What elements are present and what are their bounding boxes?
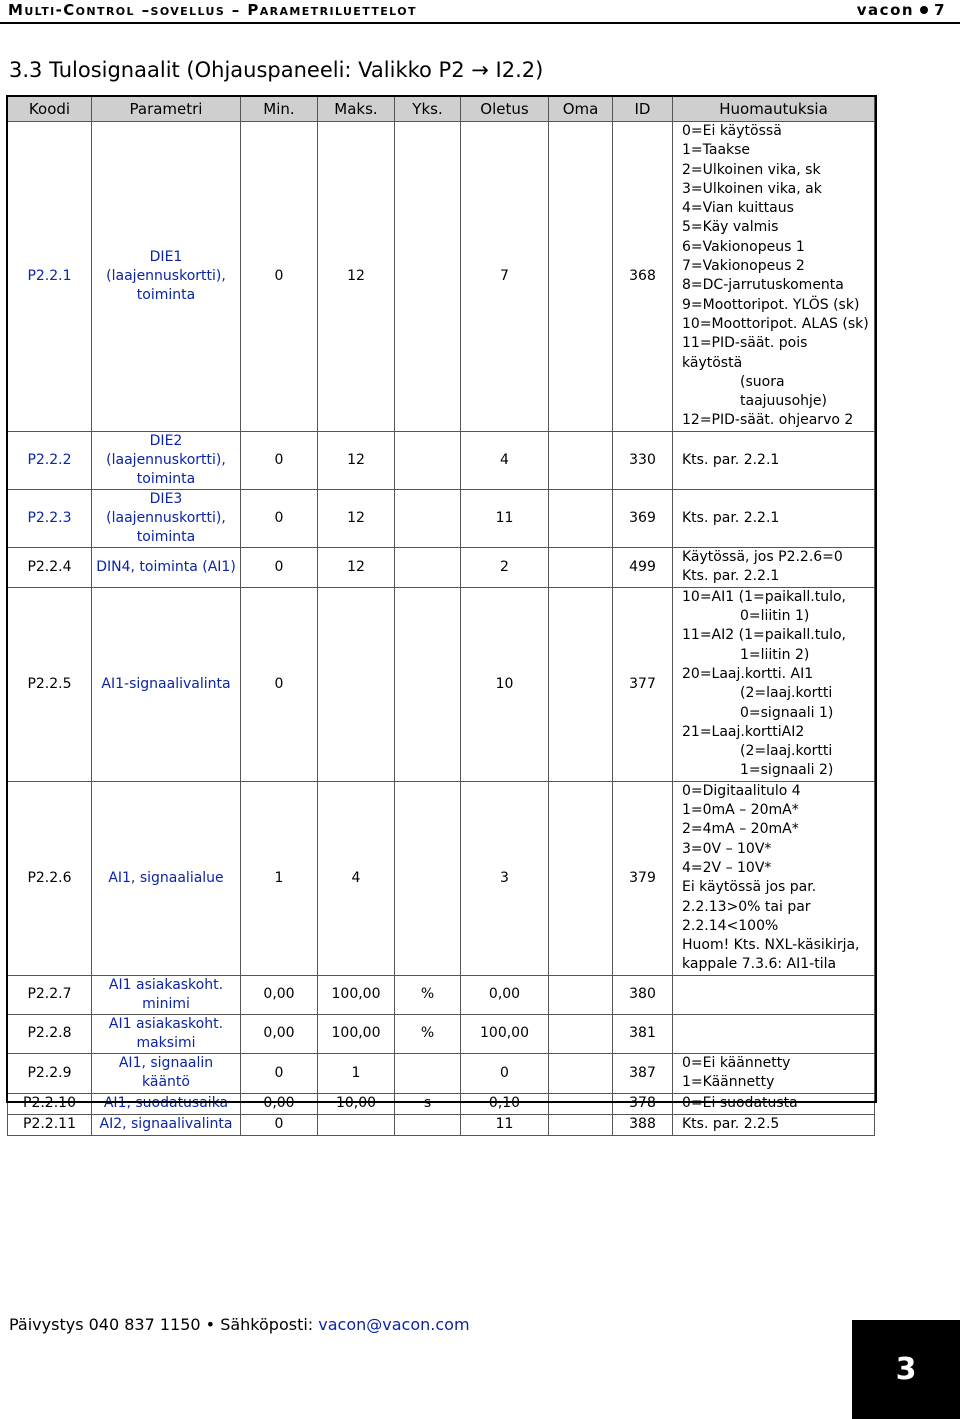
footer-email-link[interactable]: vacon@vacon.com [318,1315,470,1334]
cell-id: 369 [613,489,673,547]
parameter-line: AI1 asiakaskoht. [108,1015,224,1032]
brand-logo: vacon [856,1,915,19]
parameter-line: DIE2 [149,432,183,449]
note-line: 11=PID-säät. pois käytöstä [682,335,808,371]
cell-unit: % [395,975,461,1014]
note-line: 3=Ulkoinen vika, ak [682,180,822,197]
column-header-id: ID [613,97,673,122]
cell-max: 12 [318,431,395,489]
column-header-min: Min. [241,97,318,122]
note-line: 20=Laaj.kortti. AI1 [682,665,814,682]
cell-unit: s [395,1093,461,1114]
parameter-line: toiminta [136,286,196,303]
cell-notes [673,587,875,781]
cell-parameter [92,975,241,1014]
cell-min: 0,00 [241,1014,318,1053]
table-row [8,1053,875,1093]
cell-max: 12 [318,547,395,587]
cell-parameter [92,547,241,587]
note-line: 4=2V – 10V* [682,859,772,876]
cell-parameter [92,1053,241,1093]
parameter-table [7,96,875,1136]
bullet-icon [920,6,928,14]
cell-parameter [92,1114,241,1135]
cell-max: 1 [318,1053,395,1093]
note-line: 10=AI1 (1=paikall.tulo, [682,588,847,605]
cell-own [549,1093,613,1114]
parameter-line: DIE3 [149,490,183,507]
cell-own [549,587,613,781]
cell-default: 11 [461,1114,549,1135]
cell-notes [673,975,875,1014]
note-line: 1=0mA – 20mA* [682,802,799,819]
note-line: 6=Vakionopeus 1 [682,238,805,255]
parameter-line: (laajennuskortti), [106,451,226,468]
parameter-line: AI1-signaalivalinta [101,675,231,692]
cell-own [549,489,613,547]
cell-notes [673,1053,875,1093]
table-row [8,431,875,489]
note-line: (2=laaj.kortti [740,685,833,702]
cell-parameter [92,1014,241,1053]
cell-default: 3 [461,781,549,975]
cell-unit [395,781,461,975]
cell-default: 100,00 [461,1014,549,1053]
cell-id: 381 [613,1014,673,1053]
note-line: 7=Vakionopeus 2 [682,258,805,275]
cell-code: P2.2.5 [8,587,92,781]
cell-default: 0 [461,1053,549,1093]
cell-own [549,975,613,1014]
cell-unit [395,587,461,781]
page-number: 3 [895,1352,917,1387]
parameter-line: AI1, suodatusaika [103,1095,229,1112]
cell-notes [673,781,875,975]
note-line: (2=laaj.kortti [740,743,833,760]
cell-unit [395,122,461,432]
cell-own [549,122,613,432]
note-line: 1=liitin 2) [740,646,810,663]
cell-code: P2.2.8 [8,1014,92,1053]
table-row [8,975,875,1014]
column-header-own: Oma [549,97,613,122]
table-row [8,781,875,975]
note-line: 0=Ei käännetty [682,1054,791,1071]
cell-code: P2.2.9 [8,1053,92,1093]
page-footer [9,1315,470,1334]
cell-parameter [92,587,241,781]
page-header [0,0,960,24]
note-line: 10=Moottoripot. ALAS (sk) [682,315,869,332]
cell-parameter [92,489,241,547]
cell-default: 7 [461,122,549,432]
cell-code: P2.2.1 [8,122,92,432]
cell-unit [395,1114,461,1135]
cell-default: 10 [461,587,549,781]
column-header-notes: Huomautuksia [673,97,875,122]
cell-unit [395,1053,461,1093]
cell-min: 0 [241,431,318,489]
note-line: Huom! Kts. NXL-käsikirja, [682,937,860,954]
cell-unit: % [395,1014,461,1053]
column-header-default: Oletus [461,97,549,122]
note-line: 1=Taakse [682,142,751,159]
parameter-table-container [7,96,874,1133]
table-row [8,587,875,781]
footer-contact: Päivystys 040 837 1150 • Sähköposti: [9,1315,319,1334]
cell-max [318,587,395,781]
note-line: Kts. par. 2.2.1 [682,451,780,468]
column-header-max: Maks. [318,97,395,122]
cell-min: 0 [241,1053,318,1093]
cell-id: 388 [613,1114,673,1135]
cell-id: 368 [613,122,673,432]
cell-unit [395,431,461,489]
cell-notes [673,1114,875,1135]
cell-max [318,1114,395,1135]
cell-id: 499 [613,547,673,587]
note-line: 2=Ulkoinen vika, sk [682,161,821,178]
note-line: 2=4mA – 20mA* [682,821,799,838]
note-line: (suora taajuusohje) [740,373,827,410]
cell-code: P2.2.6 [8,781,92,975]
parameter-line: AI2, signaalivalinta [99,1116,233,1133]
cell-max: 12 [318,122,395,432]
parameter-line: toiminta [136,470,196,487]
column-header-parameter: Parametri [92,97,241,122]
column-header-code: Koodi [8,97,92,122]
note-line: 9=Moottoripot. YLÖS (sk) [682,296,860,313]
table-row [8,489,875,547]
note-line: 3=0V – 10V* [682,840,772,857]
cell-own [549,1014,613,1053]
cell-min: 0,00 [241,1093,318,1114]
cell-notes [673,1014,875,1053]
note-line: 5=Käy valmis [682,219,779,236]
table-row [8,122,875,432]
cell-max: 10,00 [318,1093,395,1114]
note-line: 0=Ei käytössä [682,123,782,139]
table-row [8,1114,875,1135]
parameter-line: AI1 asiakaskoht. [108,976,224,993]
cell-min: 0,00 [241,975,318,1014]
parameter-line: (laajennuskortti), [106,509,226,526]
section-title: 3.3 Tulosignaalit (Ohjauspaneeli: Valikko P2 → I2.2) [9,58,544,82]
cell-notes [673,431,875,489]
parameter-line: maksimi [136,1034,196,1051]
note-line: 0=liitin 1) [740,608,810,625]
table-row [8,547,875,587]
page-number-box [852,1320,960,1419]
note-line: Kts. par. 2.2.5 [682,1116,780,1133]
parameter-line: DIN4, toiminta (AI1) [96,558,236,575]
table-body [8,122,875,1136]
cell-id: 378 [613,1093,673,1114]
cell-min: 0 [241,489,318,547]
brand-and-page [857,1,946,19]
cell-id: 379 [613,781,673,975]
cell-notes [673,489,875,547]
cell-id: 387 [613,1053,673,1093]
cell-code: P2.2.3 [8,489,92,547]
cell-code: P2.2.10 [8,1093,92,1114]
cell-id: 377 [613,587,673,781]
cell-parameter [92,781,241,975]
document-title: Multi-Control –sovellus – Parametriluettelot [8,1,417,19]
cell-id: 330 [613,431,673,489]
cell-code: P2.2.4 [8,547,92,587]
cell-code: P2.2.2 [8,431,92,489]
note-line: 1=Käännetty [682,1074,775,1091]
parameter-line: minimi [142,995,190,1012]
note-line: 4=Vian kuittaus [682,200,794,217]
note-line: 21=Laaj.korttiAI2 [682,723,805,740]
header-page-number: 7 [934,1,946,19]
cell-min: 0 [241,1114,318,1135]
cell-own [549,431,613,489]
cell-max: 100,00 [318,1014,395,1053]
cell-own [549,1053,613,1093]
cell-code: P2.2.7 [8,975,92,1014]
note-line: 0=Digitaalitulo 4 [682,782,801,799]
cell-min: 0 [241,587,318,781]
cell-default: 2 [461,547,549,587]
cell-default: 11 [461,489,549,547]
cell-default: 0,10 [461,1093,549,1114]
note-line: 0=signaali 1) [740,704,834,721]
parameter-line: AI1, signaalialue [108,869,224,886]
table-header-row [8,97,875,122]
cell-own [549,1114,613,1135]
note-line: Kts. par. 2.2.1 [682,568,780,585]
cell-min: 0 [241,122,318,432]
cell-min: 1 [241,781,318,975]
cell-max: 100,00 [318,975,395,1014]
cell-max: 4 [318,781,395,975]
note-line: Käytössä, jos P2.2.6=0 [682,548,843,565]
cell-own [549,547,613,587]
cell-parameter [92,122,241,432]
cell-id: 380 [613,975,673,1014]
note-line: 11=AI2 (1=paikall.tulo, [682,627,847,644]
table-row [8,1093,875,1114]
note-line: 1=signaali 2) [740,762,834,779]
note-line: 12=PID-säät. ohjearvo 2 [682,412,854,429]
table-row [8,1014,875,1053]
cell-default: 0,00 [461,975,549,1014]
parameter-line: DIE1 [149,248,183,265]
cell-parameter [92,431,241,489]
cell-unit [395,489,461,547]
note-line: 0=Ei suodatusta [682,1095,798,1112]
note-line: 2.2.14<100% [682,917,779,934]
cell-max: 12 [318,489,395,547]
cell-min: 0 [241,547,318,587]
cell-unit [395,547,461,587]
cell-notes [673,122,875,432]
note-line: Kts. par. 2.2.1 [682,509,780,526]
cell-default: 4 [461,431,549,489]
column-header-unit: Yks. [395,97,461,122]
note-line: 8=DC-jarrutuskomenta [682,277,844,294]
cell-notes [673,1093,875,1114]
parameter-line: AI1, signaalin kääntö [118,1055,214,1091]
note-line: Ei käytössä jos par. [682,879,817,896]
cell-notes [673,547,875,587]
cell-parameter [92,1093,241,1114]
cell-own [549,781,613,975]
parameter-line: (laajennuskortti), [106,267,226,284]
note-line: 2.2.13>0% tai par [682,898,811,915]
parameter-line: toiminta [136,528,196,545]
cell-code: P2.2.11 [8,1114,92,1135]
note-line: kappale 7.3.6: AI1-tila [682,956,837,973]
